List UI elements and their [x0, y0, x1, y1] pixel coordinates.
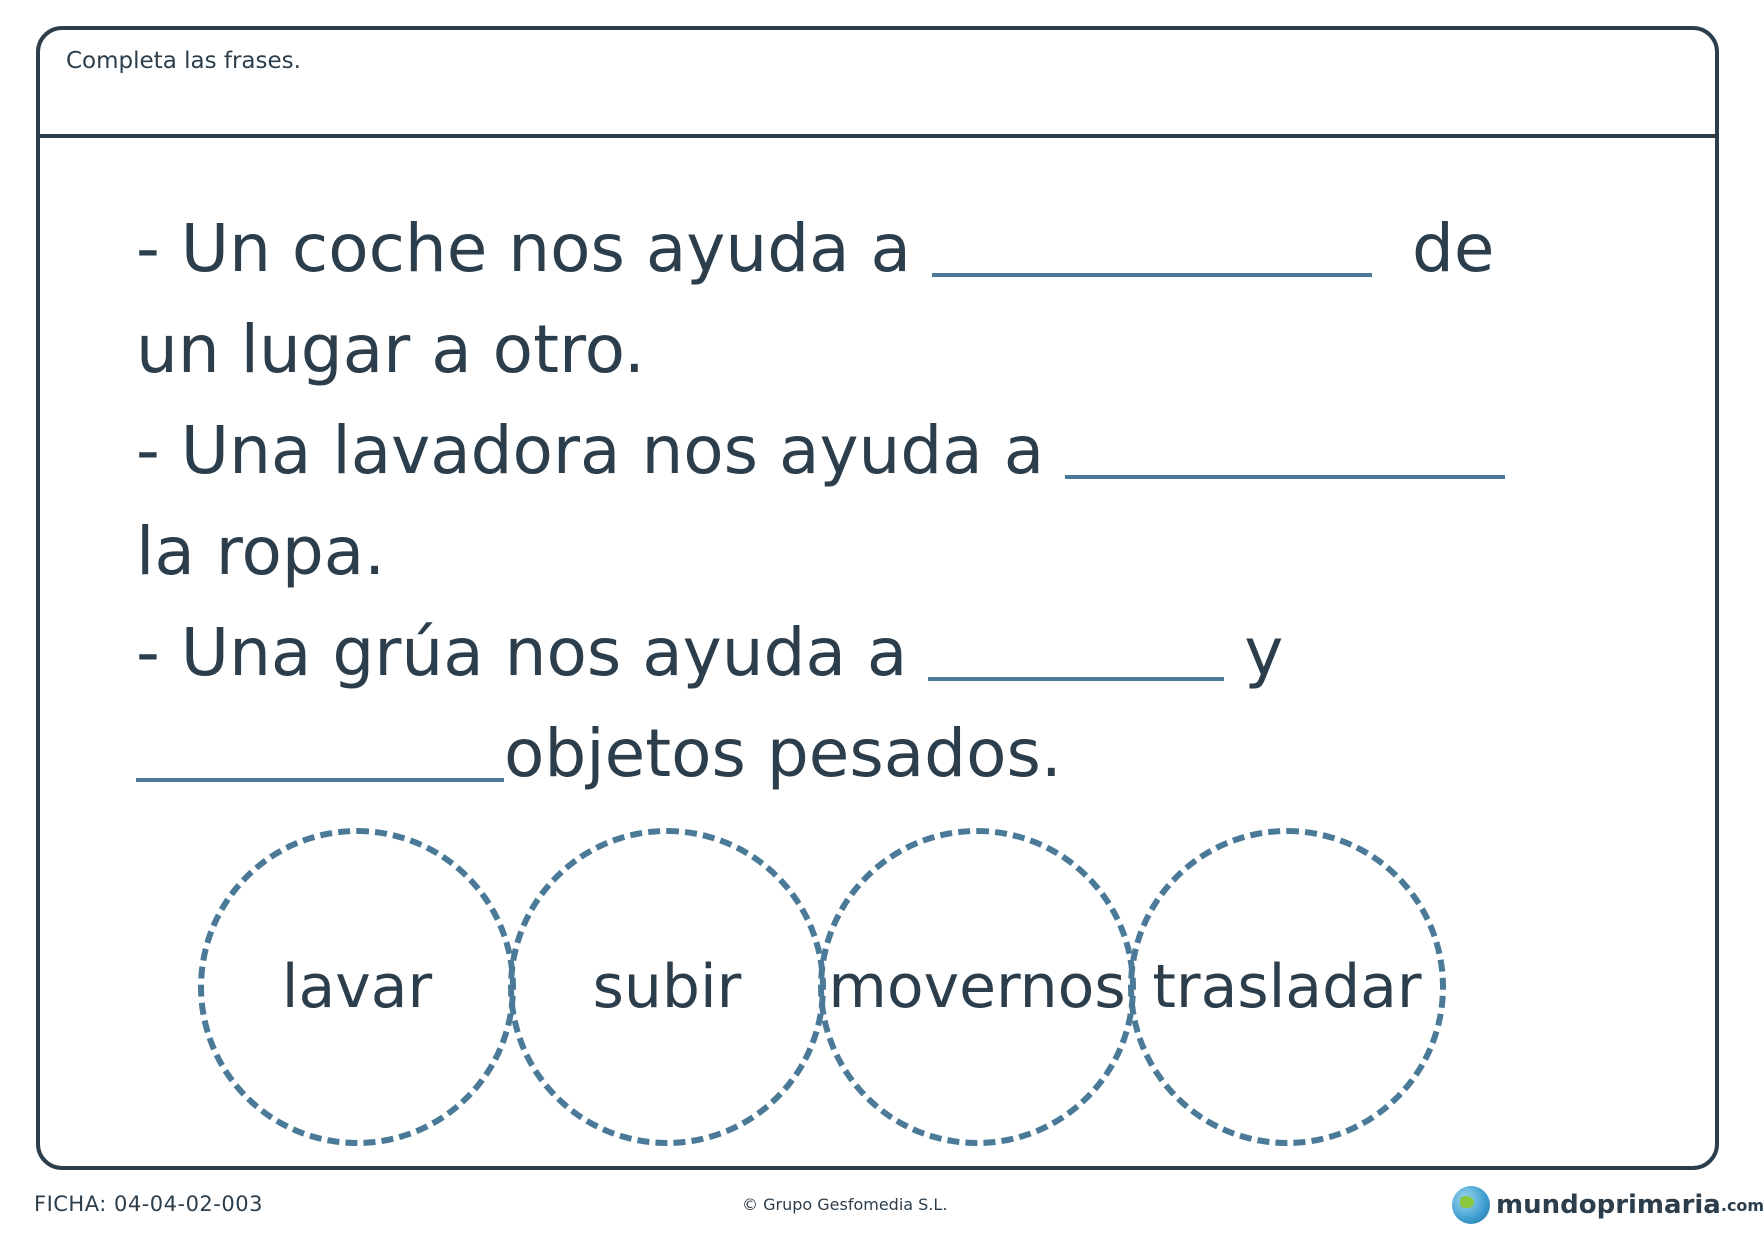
- logo-domain: .com: [1720, 1195, 1764, 1215]
- word-label: trasladar: [1152, 952, 1422, 1022]
- word-label: lavar: [281, 952, 433, 1022]
- sentence-2-text: - Una lavadora nos ayuda a: [136, 412, 1066, 489]
- ficha-code: FICHA: 04-04-02-003: [34, 1192, 263, 1216]
- word-circle-subir[interactable]: [508, 828, 826, 1146]
- sentence-line-6: [136, 703, 1656, 804]
- word-circle-lavar[interactable]: [198, 828, 516, 1146]
- word-bank: [198, 828, 1598, 1158]
- sentence-1-end: de: [1411, 210, 1495, 287]
- sentence-line-3: [136, 400, 1656, 501]
- globe-icon: [1452, 1186, 1490, 1224]
- worksheet-header: [40, 30, 1715, 138]
- word-circle-movernos[interactable]: [818, 828, 1136, 1146]
- answer-blank-3[interactable]: [928, 677, 1224, 681]
- sentence-line-5: [136, 602, 1656, 703]
- answer-blank-1[interactable]: [932, 273, 1372, 277]
- answer-blank-4[interactable]: [136, 778, 504, 782]
- sentence-3-text: - Una grúa nos ayuda a: [136, 614, 929, 691]
- sentence-line-4: [136, 501, 1656, 602]
- sentence-line-1: [136, 198, 1656, 299]
- word-label: subir: [592, 952, 742, 1022]
- mundoprimaria-logo[interactable]: [1452, 1186, 1764, 1224]
- sentence-2-continuation: la ropa.: [136, 513, 386, 590]
- sentences-block: [136, 198, 1656, 804]
- word-label: movernos: [828, 952, 1126, 1022]
- logo-wordmark: mundoprimaria: [1496, 1190, 1721, 1220]
- instruction-text: Completa las frases.: [66, 48, 301, 74]
- sentence-1-text: - Un coche nos ayuda a: [136, 210, 932, 287]
- sentence-3-end: objetos pesados.: [504, 715, 1062, 792]
- sentence-3-conjunction: y: [1244, 614, 1284, 691]
- answer-blank-2[interactable]: [1065, 475, 1505, 479]
- sentence-1-continuation: un lugar a otro.: [136, 311, 645, 388]
- sentence-line-2: [136, 299, 1656, 400]
- copyright-text: © Grupo Gesfomedia S.L.: [742, 1195, 948, 1214]
- word-circle-trasladar[interactable]: [1128, 828, 1446, 1146]
- worksheet-frame: [36, 26, 1719, 1170]
